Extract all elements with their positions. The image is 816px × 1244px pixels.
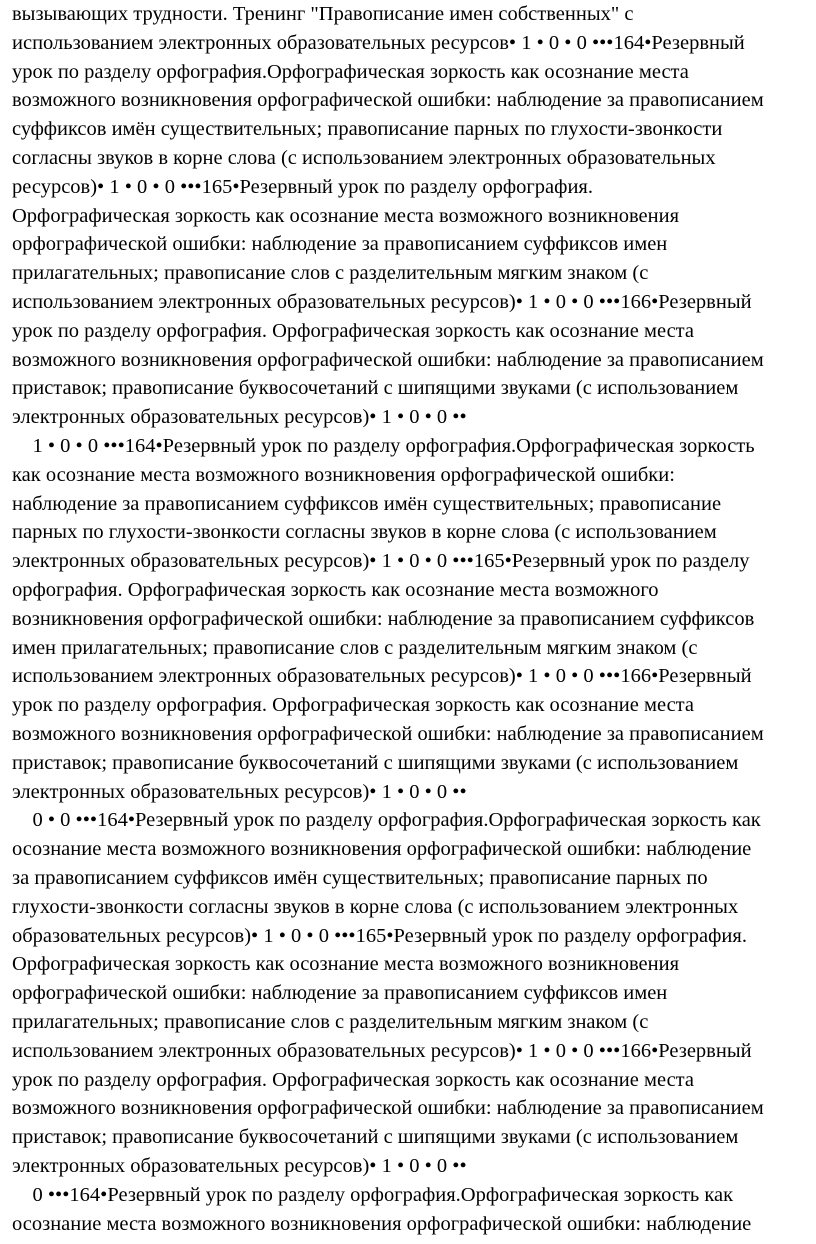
text-line: электронных образовательных ресурсов)• 1 • 0 • 0 •• <box>12 780 467 803</box>
text-line: Орфографическая зоркость как осознание места возможного возникновения <box>12 953 680 976</box>
text-line: орфография. Орфографическая зоркость как осознание места возможного <box>12 579 659 601</box>
text-line: осознание места возможного возникновения орфографической ошибки: наблюдение <box>12 1212 752 1235</box>
text-line: суффиксов имён существительных; правописание парных по глухости-звонкости <box>12 118 723 141</box>
text-line: 1 • 0 • 0 •••164•Резервный урок по разделу орфография.Орфографическая зоркость <box>12 435 755 457</box>
text-line: прилагательных; правописание слов с разделительным мягким знаком (с <box>12 262 649 285</box>
text-line: урок по разделу орфография.Орфографическая зоркость как осознание места <box>12 60 689 83</box>
text-line: использованием электронных образовательных ресурсов)• 1 • 0 • 0 •••166•Резервный <box>12 1039 752 1062</box>
text-line: парных по глухости-звонкости согласны звуков в корне слова (с использованием <box>12 521 717 544</box>
text-line: использованием электронных образовательных ресурсов• 1 • 0 • 0 •••164•Резервный <box>12 31 745 54</box>
text-line: за правописанием суффиксов имён существительных; правописание парных по <box>12 867 708 889</box>
text-line: приставок; правописание буквосочетаний с шипящими звуками (с использованием <box>12 377 739 400</box>
text-line: Орфографическая зоркость как осознание места возможного возникновения <box>12 204 680 227</box>
text-line: возможного возникновения орфографической ошибки: наблюдение за правописанием <box>12 1097 764 1120</box>
text-line: возможного возникновения орфографической ошибки: наблюдение за правописанием <box>12 89 764 112</box>
text-line: ресурсов)• 1 • 0 • 0 •••165•Резервный урок по разделу орфография. <box>12 175 593 198</box>
text-line: возможного возникновения орфографической ошибки: наблюдение за правописанием <box>12 723 764 745</box>
text-line: приставок; правописание буквосочетаний с шипящими звуками (с использованием <box>12 1126 739 1149</box>
text-line: 0 • 0 •••164•Резервный урок по разделу орфография.Орфографическая зоркость как <box>12 809 761 832</box>
text-line: согласны звуков в корне слова (с использованием электронных образовательных <box>12 147 716 169</box>
text-line: орфографической ошибки: наблюдение за правописанием суффиксов имен <box>12 233 668 256</box>
text-line: электронных образовательных ресурсов)• 1 • 0 • 0 •••165•Резервный урок по разделу <box>12 550 750 573</box>
text-line: прилагательных; правописание слов с разделительным мягким знаком (с <box>12 1011 649 1033</box>
text-line: орфографической ошибки: наблюдение за правописанием суффиксов имен <box>12 982 668 1005</box>
text-line: приставок; правописание буквосочетаний с шипящими звуками (с использованием <box>12 751 739 774</box>
text-line: образовательных ресурсов)• 1 • 0 • 0 •••165•Резервный урок по разделу орфография. <box>12 924 747 947</box>
text-line: урок по разделу орфография. Орфографическая зоркость как осознание места <box>12 1068 694 1091</box>
text-line: урок по разделу орфография. Орфографическая зоркость как осознание места <box>12 319 694 342</box>
text-line: наблюдение за правописанием суффиксов имён существительных; правописание <box>12 492 722 515</box>
text-line: осознание места возможного возникновения орфографической ошибки: наблюдение <box>12 838 752 861</box>
text-line: имен прилагательных; правописание слов с разделительным мягким знаком (с <box>12 636 698 659</box>
text-line: электронных образовательных ресурсов)• 1 • 0 • 0 •• <box>12 406 467 429</box>
text-line: 0 •••164•Резервный урок по разделу орфография.Орфографическая зоркость как <box>12 1183 734 1206</box>
text-line: глухости-звонкости согласны звуков в корне слова (с использованием электронных <box>12 895 739 918</box>
text-line: урок по разделу орфография. Орфографическая зоркость как осознание места <box>12 694 694 717</box>
text-line: вызывающих трудности. Тренинг "Правописание имен собственных" с <box>12 3 634 25</box>
text-line: электронных образовательных ресурсов)• 1 • 0 • 0 •• <box>12 1155 467 1177</box>
text-line: использованием электронных образовательных ресурсов)• 1 • 0 • 0 •••166•Резервный <box>12 665 752 688</box>
text-line: возможного возникновения орфографической ошибки: наблюдение за правописанием <box>12 348 764 371</box>
text-line: использованием электронных образовательных ресурсов)• 1 • 0 • 0 •••166•Резервный <box>12 291 752 313</box>
text-line: возникновения орфографической ошибки: наблюдение за правописанием суффиксов <box>12 607 755 630</box>
text-line: как осознание места возможного возникновения орфографической ошибки: <box>12 463 675 486</box>
